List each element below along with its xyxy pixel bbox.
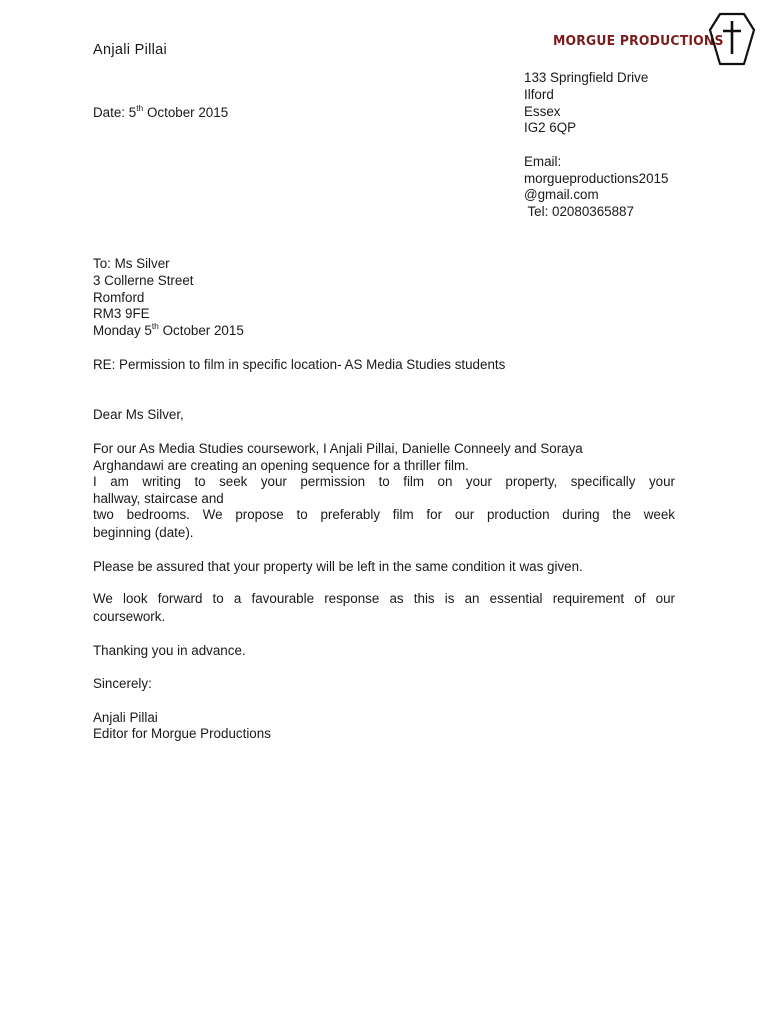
sender-address-line-1: 133 Springfield Drive — [524, 70, 649, 85]
recipient-line-4: RM3 9FE — [93, 306, 150, 321]
signature-title: Editor for Morgue Productions — [93, 726, 271, 741]
email-label: Email: — [524, 154, 562, 169]
sender-address-line-4: IG2 6QP — [524, 120, 577, 135]
recipient-date: Monday 5th October 2015 — [93, 321, 244, 338]
sender-address-line-3: Essex — [524, 104, 561, 119]
recipient-line-2: 3 Collerne Street — [93, 273, 194, 288]
letter-date: Date: 5th October 2015 — [93, 103, 229, 120]
coffin-cross-icon — [706, 12, 758, 66]
body-paragraph-3-line-2: beginning (date). — [93, 525, 194, 540]
sender-name: Anjali Pillai — [93, 42, 168, 58]
subject-line: RE: Permission to film in specific location- AS Media Studies students — [93, 357, 506, 372]
body-paragraph-4: Please be assured that your property will be left in the same condition it was given. — [93, 559, 583, 574]
salutation: Dear Ms Silver, — [93, 407, 184, 422]
closing: Sincerely: — [93, 676, 152, 691]
body-paragraph-2-line-1: I am writing to seek your permission to film on your property, specifically your — [93, 474, 675, 489]
body-paragraph-5-line-1: We look forward to a favourable response as this is an essential requirement of our — [93, 591, 675, 606]
recipient-line-3: Romford — [93, 290, 145, 305]
body-paragraph-1-line-2: Arghandawi are creating an opening sequence for a thriller film. — [93, 458, 469, 473]
signature-name: Anjali Pillai — [93, 710, 158, 725]
recipient-line-1: To: Ms Silver — [93, 256, 170, 271]
body-paragraph-6: Thanking you in advance. — [93, 643, 246, 658]
body-paragraph-5-line-2: coursework. — [93, 609, 166, 624]
telephone: Tel: 02080365887 — [524, 204, 634, 219]
company-logo-text: MORGUE PRODUCTIONS — [553, 33, 724, 49]
sender-address-line-2: Ilford — [524, 87, 554, 102]
email-address-line-2: @gmail.com — [524, 187, 599, 202]
email-address-line-1: morgueproductions2015 — [524, 171, 669, 186]
body-paragraph-1-line-1: For our As Media Studies coursework, I Anjali Pillai, Danielle Conneely and Soraya — [93, 441, 583, 456]
body-paragraph-3-line-1: two bedrooms. We propose to preferably film for our production during the week — [93, 507, 675, 522]
body-paragraph-2-line-2: hallway, staircase and — [93, 491, 224, 506]
